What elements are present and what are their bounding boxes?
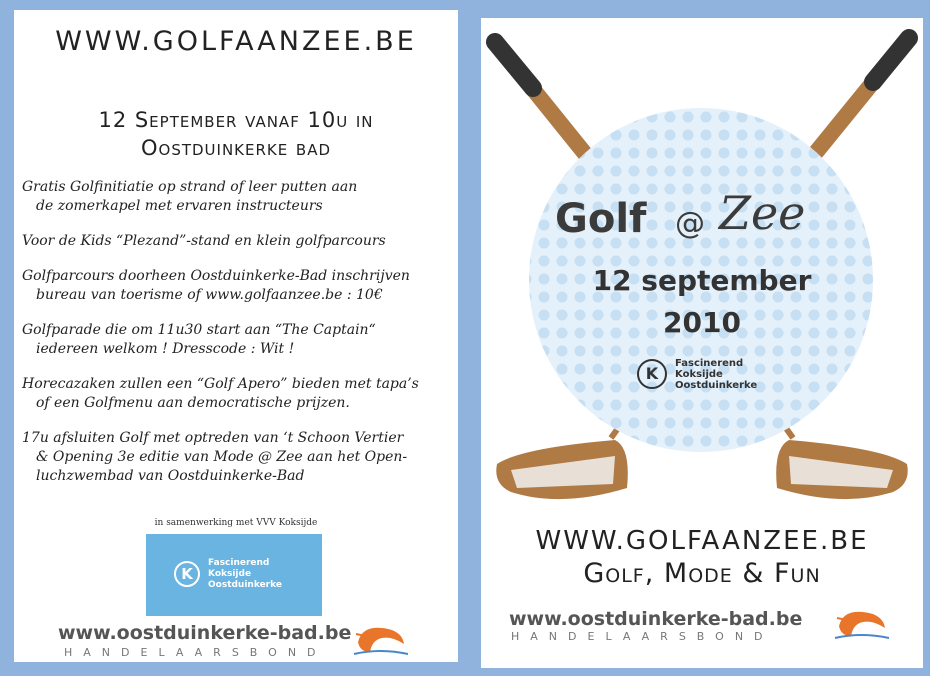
bond-url: www.oostduinkerke-bad.be [58,622,352,644]
koksijde-logo-line: Fascinerend [208,558,270,568]
event-year: 2010 [663,306,741,339]
program-item-line: Gratis Golfinitiatie op strand of leer putten aan [22,179,358,195]
shrimp-icon [352,622,410,658]
program-item-line: bureau van toerisme of www.golfaanzee.be : 10€ [36,287,383,303]
program-list [22,178,452,502]
koksijde-k-icon: K [637,359,667,389]
shrimp-icon [833,606,891,642]
website-heading: WWW.GOLFAANZEE.BE [55,26,417,57]
program-item [22,321,452,359]
bond-name: HANDELAARSBOND [64,646,327,659]
cooperation-note: in samenwerking met VVV Koksijde [154,518,318,528]
event-title: Golf [555,196,647,242]
program-item [22,429,452,486]
program-item-line: iedereen welkom ! Dresscode : Wit ! [36,341,295,357]
program-item-line: 17u afsluiten Golf met optreden van ‘t Schoon Vertier [22,430,404,446]
program-item-line: Golfparade die om 11u30 start aan “The Captain“ [22,322,376,338]
bond-name: HANDELAARSBOND [511,630,774,643]
program-item-line: of een Golfmenu aan democratische prijzen. [36,395,350,411]
event-title-zee: Zee [719,186,806,240]
website-heading: WWW.GOLFAANZEE.BE [535,526,869,556]
program-item [22,178,452,216]
koksijde-logo-text [675,358,757,391]
program-item-line: Golfparcours doorheen Oostduinkerke-Bad inschrijven [22,268,410,284]
headline-line2: Oostduinkerke bad [140,136,332,160]
koksijde-logo-box [146,534,322,616]
event-title-at: @ [675,206,705,241]
program-item-line: Horecazaken zullen een “Golf Apero” bieden met tapa’s [22,376,419,392]
program-item-line: de zomerkapel met ervaren instructeurs [36,198,323,214]
program-item [22,375,452,413]
event-date: 12 september [592,264,812,297]
program-item-line: luchzwembad van Oostduinkerke-Bad [36,468,305,484]
koksijde-logo-line: Koksijde [675,369,723,380]
koksijde-logo-text [208,558,282,591]
program-item [22,232,452,251]
program-item [22,267,452,305]
right-flyer-cover [481,18,923,668]
program-item-line: & Opening 3e editie van Mode @ Zee aan het Open- [36,449,408,465]
koksijde-logo-line: Oostduinkerke [208,580,282,590]
bond-url: www.oostduinkerke-bad.be [509,608,803,630]
headline-line1: 12 September vanaf 10u in [98,108,374,132]
koksijde-logo-line: Koksijde [208,569,252,579]
left-flyer-page [14,10,458,662]
koksijde-logo-line: Oostduinkerke [675,380,758,391]
koksijde-k-icon: K [174,561,200,587]
koksijde-logo-line: Fascinerend [675,358,744,369]
program-item-line: Voor de Kids “Plezand”-stand en klein golfparcours [22,233,386,249]
tagline: Golf, Mode & Fun [583,558,821,589]
